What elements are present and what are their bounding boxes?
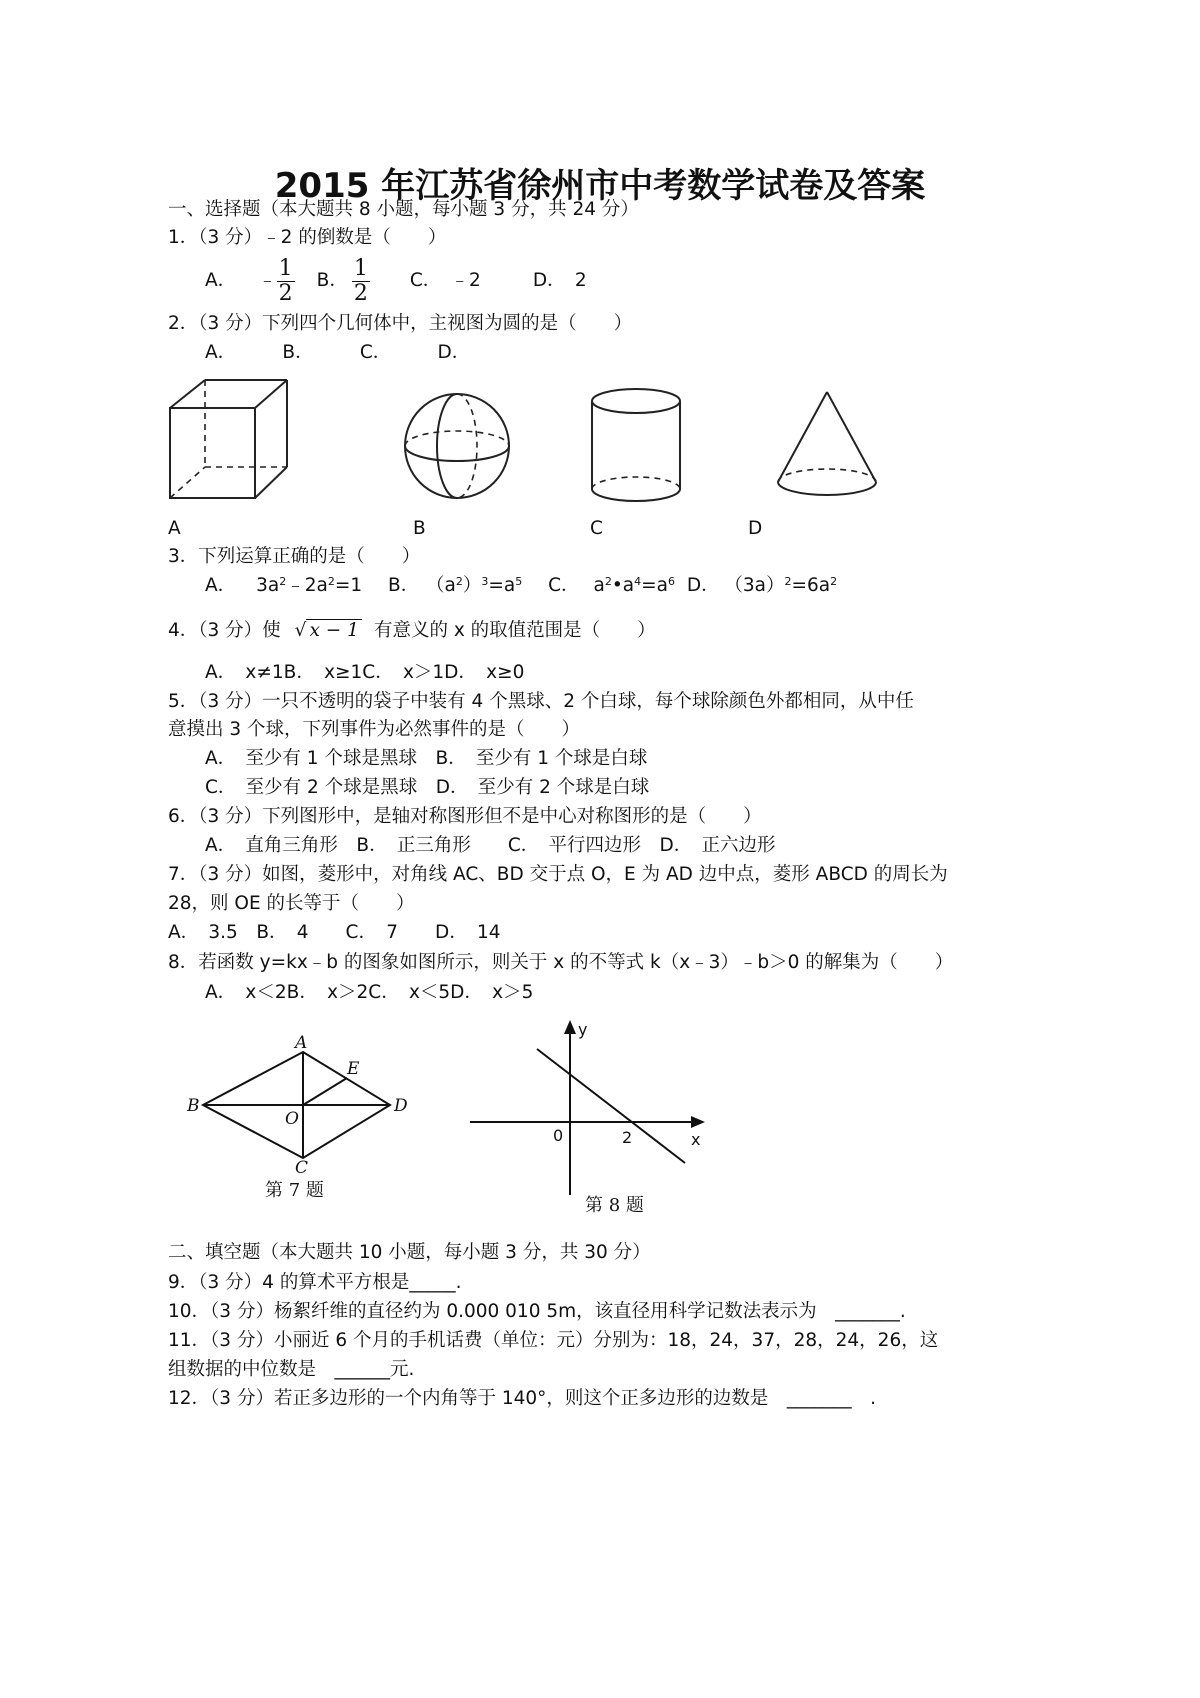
- question-6-options: A． 直角三角形 B． 正三角形 C． 平行四边形 D． 正六边形: [205, 835, 776, 856]
- rhombus-figure: [185, 1030, 425, 1175]
- fraction-one-half-a: [277, 257, 295, 306]
- question-5-options-2: C． 至少有 2 个球是黑球 D． 至少有 2 个球是白球: [205, 777, 650, 798]
- question-4-options: A． x≠1B． x≥1C． x＞1D． x≥0: [205, 662, 525, 683]
- question-1-stem: 1．（3 分）﹣2 的倒数是（ ）: [168, 227, 447, 248]
- expr-part: =1: [334, 575, 363, 596]
- question-5-options-1: A． 至少有 1 个球是黑球 B． 至少有 1 个球是白球: [205, 748, 648, 769]
- question-7-stem-line1: 7．（3 分）如图，菱形中，对角线 AC、BD 交于点 O，E 为 AD 边中点，菱形 ABCD 的周长为: [168, 864, 948, 885]
- exponent: 2: [455, 575, 463, 588]
- x-axis-label: x: [691, 1130, 701, 1149]
- stem-text: 有意义的 x 的取值范围是（ ）: [373, 620, 656, 641]
- question-11-line1: 11．（3 分）小丽近 6 个月的手机话费（单位：元）分别为：18，24，37，28，24，26，这: [168, 1330, 939, 1351]
- question-7-options: A． 3.5 B． 4 C． 7 D． 14: [168, 922, 501, 943]
- expr-part: （a: [435, 575, 456, 596]
- origin-label: 0: [553, 1126, 564, 1145]
- question-1-options: [205, 255, 587, 307]
- question-8-options: A． x＜2B． x＞2C． x＜5D． x＞5: [205, 982, 534, 1003]
- option-a-sign: ﹣: [258, 270, 277, 291]
- question-2-options: A． B． C． D．: [205, 342, 471, 363]
- figure-caption-q8: 第 8 题: [585, 1195, 644, 1216]
- option-c: C． ﹣2: [409, 270, 481, 291]
- sqrt-expression: √ x − 1: [295, 618, 362, 644]
- x-intercept-label: 2: [622, 1128, 633, 1147]
- section-heading-fill-in: 二、填空题（本大题共 10 小题，每小题 3 分，共 30 分）: [168, 1242, 651, 1263]
- question-3-options: [205, 573, 837, 599]
- option-c-label: C．: [548, 575, 580, 596]
- cube-icon: [165, 375, 295, 505]
- expr-part: （3a）: [733, 575, 785, 596]
- fraction-denominator: 2: [278, 280, 293, 306]
- vertex-label-d: D: [394, 1096, 408, 1116]
- question-7-stem-line2: 28，则 OE 的长等于（ ）: [168, 893, 415, 914]
- cylinder-icon: [588, 385, 688, 505]
- linear-function-graph: [465, 1015, 715, 1200]
- exponent: 2: [327, 575, 335, 588]
- question-12: 12．（3 分）若正多边形的一个内角等于 140°，则这个正多边形的边数是 _______ .: [168, 1388, 877, 1409]
- expr-part: •a: [611, 575, 635, 596]
- question-5-stem-line2: 意摸出 3 个球，下列事件为必然事件的是（ ）: [168, 719, 581, 740]
- exponent: 2: [604, 575, 612, 588]
- radicand: x − 1: [306, 619, 361, 641]
- fraction-numerator: 1: [353, 255, 368, 281]
- exponent: 4: [634, 575, 642, 588]
- option-b-label: B．: [388, 575, 420, 596]
- page-title: 2015 年江苏省徐州市中考数学试卷及答案: [274, 166, 926, 206]
- exponent: 3: [481, 575, 489, 588]
- cone-icon: [772, 388, 882, 503]
- question-8-stem: 8．若函数 y=kx﹣b 的图象如图所示，则关于 x 的不等式 k（x﹣3）﹣b＞0 的解集为（ ）: [168, 952, 954, 973]
- section-heading-choice: 一、选择题（本大题共 8 小题，每小题 3 分，共 24 分）: [168, 199, 639, 220]
- option-a-label: A．: [205, 575, 237, 596]
- expr-part: ﹣2a: [286, 575, 328, 596]
- figure-caption-c: C: [590, 518, 603, 539]
- point-label-e: E: [347, 1059, 360, 1079]
- vertex-label-c: C: [295, 1158, 309, 1175]
- question-9: 9．（3 分）4 的算术平方根是_____.: [168, 1272, 462, 1293]
- fraction-denominator: 2: [353, 280, 368, 306]
- exponent: 2: [784, 575, 792, 588]
- exponent: 2: [279, 575, 287, 588]
- point-label-o: O: [285, 1109, 299, 1129]
- option-a-label: A．: [205, 270, 237, 291]
- exponent: 6: [667, 575, 675, 588]
- vertex-label-b: B: [187, 1096, 200, 1116]
- question-4-stem: [168, 614, 656, 648]
- stem-text: 4．（3 分）使: [168, 620, 281, 641]
- question-3-stem: 3．下列运算正确的是（ ）: [168, 546, 421, 567]
- question-2-stem: 2．（3 分）下列四个几何体中，主视图为圆的是（ ）: [168, 313, 633, 334]
- sphere-icon: [402, 390, 512, 502]
- expr-part: 3a: [256, 575, 280, 596]
- y-axis-label: y: [578, 1020, 588, 1039]
- question-6-stem: 6．（3 分）下列图形中，是轴对称图形但不是中心对称图形的是（ ）: [168, 806, 762, 827]
- expr-part: ）: [462, 575, 482, 596]
- exponent: 5: [515, 575, 523, 588]
- expr-part: a: [593, 575, 605, 596]
- x-axis-arrow-icon: [691, 1116, 705, 1128]
- fraction-one-half-b: [352, 257, 370, 306]
- figure-caption-d: D: [748, 518, 763, 539]
- figure-caption-q7: 第 7 题: [265, 1180, 324, 1201]
- option-b-label: B．: [316, 270, 348, 291]
- option-d-label: D．: [686, 575, 720, 596]
- exponent: 2: [830, 575, 838, 588]
- fraction-numerator: 1: [278, 255, 293, 281]
- question-10: 10．（3 分）杨絮纤维的直径约为 0.000 010 5m，该直径用科学记数法表示为 _______.: [168, 1301, 906, 1322]
- figure-caption-a: A: [168, 518, 181, 539]
- expr-part: =a: [488, 575, 516, 596]
- option-d: D． 2: [532, 270, 587, 291]
- question-5-stem-line1: 5．（3 分）一只不透明的袋子中装有 4 个黑球、2 个白球，每个球除颜色外都相同，从中任: [168, 691, 914, 712]
- figure-caption-b: B: [413, 518, 426, 539]
- question-11-line2: 组数据的中位数是 ______元.: [168, 1359, 415, 1380]
- y-axis-arrow-icon: [564, 1020, 576, 1034]
- expr-part: =a: [641, 575, 668, 596]
- vertex-label-a: A: [295, 1033, 308, 1053]
- expr-part: =6a: [791, 575, 831, 596]
